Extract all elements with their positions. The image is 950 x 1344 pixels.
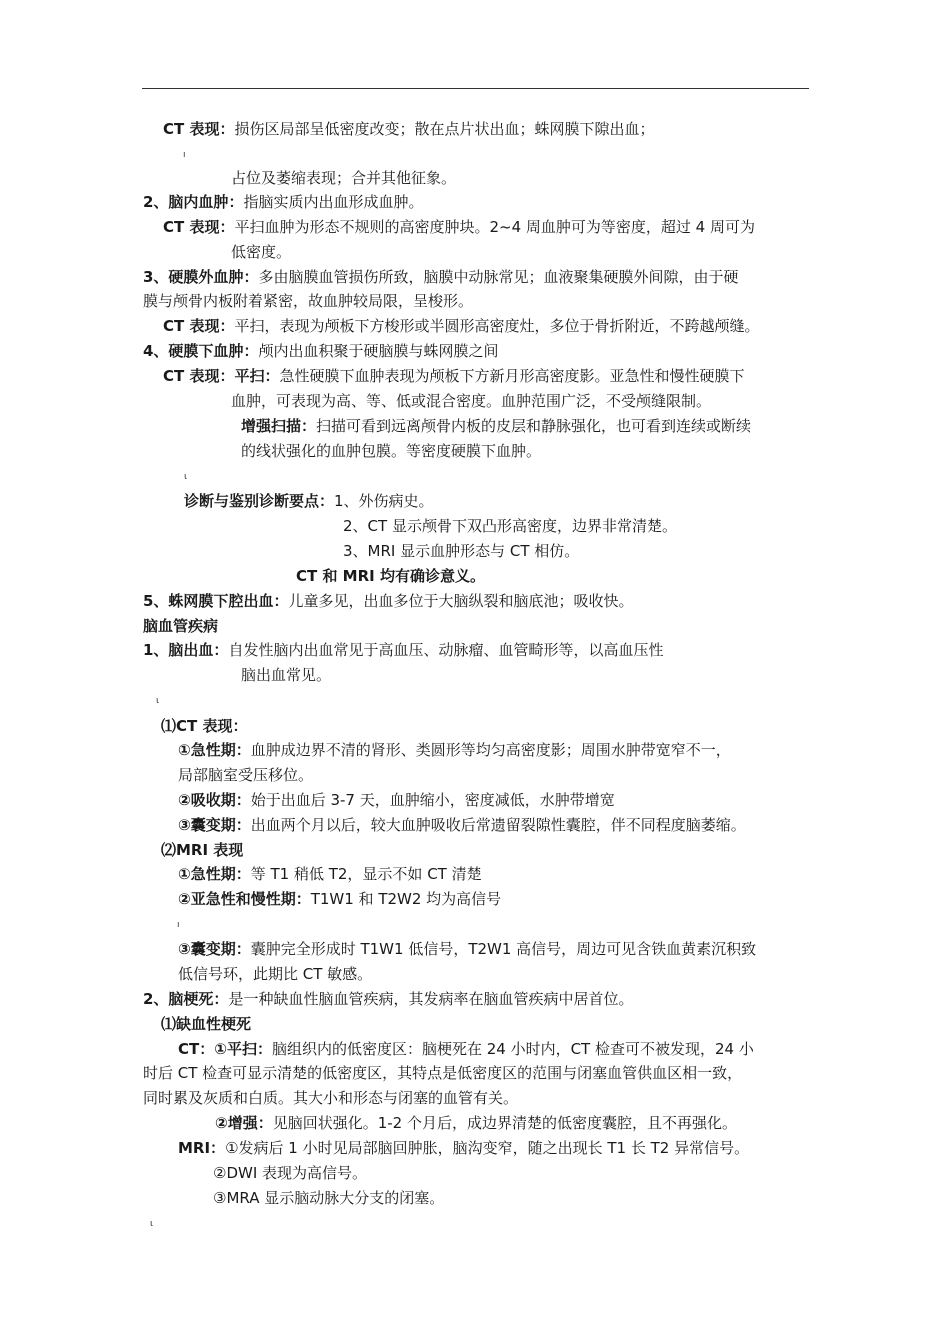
- line-text: T1W1 和 T2W2 均为高信号: [310, 890, 502, 908]
- line-label: CT 表现：: [163, 120, 235, 138]
- text-line: [178, 739, 731, 761]
- line-text: 平扫，表现为颅板下方梭形或半圆形高密度灶，多位于骨折附近，不跨越颅缝。: [234, 317, 760, 335]
- line-text: 血肿，可表现为高、等、低或混合密度。血肿范围广泛，不受颅缝限制。: [231, 392, 712, 410]
- text-line: [213, 1162, 367, 1184]
- line-text: 指脑实质内出血形成血肿。: [243, 193, 424, 211]
- line-text: 局部脑室受压移位。: [178, 766, 314, 784]
- line-text: 低密度。: [231, 243, 292, 261]
- text-line: [163, 365, 744, 387]
- line-label: 诊断与鉴别诊断要点：: [184, 492, 335, 510]
- line-text: 是一种缺血性脑血管疾病，其发病率在脑血管疾病中居首位。: [228, 990, 634, 1008]
- line-text: 急性硬膜下血肿表现为颅板下方新月形高密度影。亚急性和慢性硬膜下: [279, 367, 745, 385]
- text-line: [178, 814, 746, 836]
- stray-mark: ı: [183, 150, 186, 160]
- line-label: CT 表现：平扫：: [163, 367, 280, 385]
- text-line: [178, 888, 501, 910]
- text-line: [178, 1038, 754, 1060]
- stray-mark: ɩ: [150, 1219, 154, 1229]
- line-text: 自发性脑内出血常见于高血压、动脉瘤、血管畸形等，以高血压性: [228, 641, 664, 659]
- line-text: 血肿成边界不清的肾形、类圆形等均匀高密度影；周围水肿带宽窄不一，: [250, 741, 731, 759]
- line-text: 1、外伤病史。: [334, 492, 434, 510]
- text-line: [241, 440, 541, 462]
- line-text: 囊肿完全形成时 T1W1 低信号，T2W1 高信号，周边可见含铁血黄素沉积致: [250, 940, 757, 958]
- text-line: [143, 639, 663, 661]
- text-line: [143, 988, 633, 1010]
- line-label: ⑵MRI 表现: [161, 841, 244, 859]
- line-text: 同时累及灰质和白质。其大小和形态与闭塞的血管有关。: [143, 1089, 519, 1107]
- line-text: 始于出血后 3-7 天，血肿缩小，密度减低，水肿带增宽: [250, 791, 615, 809]
- text-line: [213, 1187, 444, 1209]
- line-text: ②DWI 表现为高信号。: [213, 1164, 368, 1182]
- stray-mark: ɩ: [184, 472, 188, 482]
- line-label: ②增强：: [215, 1114, 273, 1132]
- line-text: 脑组织内的低密度区：脑梗死在 24 小时内，CT 检查可不被发现，24 小: [271, 1040, 754, 1058]
- line-text: 等 T1 稍低 T2，显示不如 CT 清楚: [250, 865, 482, 883]
- line-label: CT 表现：: [163, 218, 235, 236]
- text-line: [178, 938, 756, 960]
- text-line: [163, 118, 654, 140]
- line-text: 2、CT 显示颅骨下双凸形高密度，边界非常清楚。: [343, 517, 677, 535]
- line-label: ⑴缺血性梗死: [161, 1015, 252, 1033]
- text-line: [161, 839, 243, 861]
- line-label: ⑴CT 表现：: [161, 717, 248, 735]
- text-line: [178, 963, 372, 985]
- line-text: 脑出血常见。: [241, 666, 332, 684]
- text-line: [143, 1062, 742, 1084]
- text-line: [143, 290, 473, 312]
- text-line: [163, 315, 759, 337]
- line-label: MRI：: [178, 1139, 226, 1157]
- text-line: [343, 515, 677, 537]
- stray-mark: ı: [177, 920, 180, 930]
- line-text: 时后 CT 检查可显示清楚的低密度区，其特点是低密度区的范围与闭塞血管供血区相一致，: [143, 1064, 743, 1082]
- text-line: [241, 415, 751, 437]
- text-line: [143, 266, 738, 288]
- line-text: 出血两个月以后，较大血肿吸收后常遗留裂隙性囊腔，伴不同程度脑萎缩。: [250, 816, 746, 834]
- line-text: ①发病后 1 小时见局部脑回肿胀，脑沟变窄，随之出现长 T1 长 T2 异常信号。: [225, 1139, 750, 1157]
- line-label: ①急性期：: [178, 865, 251, 883]
- line-label: ②亚急性和慢性期：: [178, 890, 311, 908]
- line-text: 的线状强化的血肿包膜。等密度硬膜下血肿。: [241, 442, 542, 460]
- text-line: [241, 664, 331, 686]
- line-label: ③囊变期：: [178, 816, 251, 834]
- line-text: 平扫血肿为形态不规则的高密度肿块。2~4 周血肿可为等密度，超过 4 周可为: [234, 218, 755, 236]
- text-line: [143, 340, 498, 362]
- text-line: [143, 191, 423, 213]
- line-text: 膜与颅骨内板附着紧密，故血肿较局限，呈梭形。: [143, 292, 474, 310]
- line-label: ②吸收期：: [178, 791, 251, 809]
- line-text: 占位及萎缩表现；合并其他征象。: [231, 169, 457, 187]
- line-label: 2、脑梗死：: [143, 990, 229, 1008]
- text-line: [231, 390, 711, 412]
- line-label: 4、硬膜下血肿：: [143, 342, 259, 360]
- text-line: [178, 1137, 749, 1159]
- text-line: [231, 167, 456, 189]
- line-label: 脑血管疾病: [143, 617, 219, 635]
- stray-mark: ɩ: [156, 696, 160, 706]
- line-text: 损伤区局部呈低密度改变；散在点片状出血；蛛网膜下隙出血；: [234, 120, 655, 138]
- header-rule: [142, 88, 809, 89]
- text-line: [143, 1087, 518, 1109]
- text-line: [163, 216, 755, 238]
- line-text: 低信号环，此期比 CT 敏感。: [178, 965, 373, 983]
- line-label: ①急性期：: [178, 741, 251, 759]
- line-label: 2、脑内血肿：: [143, 193, 244, 211]
- line-text: 见脑回状强化。1-2 个月后，成边界清楚的低密度囊腔，且不再强化。: [272, 1114, 737, 1132]
- text-line: [143, 590, 633, 612]
- text-line: [184, 490, 434, 512]
- line-text: 颅内出血积聚于硬脑膜与蛛网膜之间: [258, 342, 499, 360]
- line-label: CT 和 MRI 均有确诊意义。: [296, 567, 485, 585]
- text-line: [178, 764, 313, 786]
- line-text: ③MRA 显示脑动脉大分支的闭塞。: [213, 1189, 445, 1207]
- line-label: 增强扫描：: [241, 417, 317, 435]
- line-label: 5、蛛网膜下腔出血：: [143, 592, 289, 610]
- text-line: [161, 1013, 251, 1035]
- text-line: [215, 1112, 737, 1134]
- text-line: [343, 540, 579, 562]
- line-text: 扫描可看到远离颅骨内板的皮层和静脉强化，也可看到连续或断续: [316, 417, 752, 435]
- text-line: [178, 863, 482, 885]
- line-text: 多由脑膜血管损伤所致，脑膜中动脉常见；血液聚集硬膜外间隙，由于硬: [258, 268, 739, 286]
- text-line: [296, 565, 485, 587]
- line-label: 3、硬膜外血肿：: [143, 268, 259, 286]
- text-line: [231, 241, 291, 263]
- line-label: ③囊变期：: [178, 940, 251, 958]
- text-line: [178, 789, 615, 811]
- text-line: [143, 615, 218, 637]
- line-label: CT 表现：: [163, 317, 235, 335]
- line-label: 1、脑出血：: [143, 641, 229, 659]
- line-text: 3、MRI 显示血肿形态与 CT 相仿。: [343, 542, 580, 560]
- line-text: 儿童多见，出血多位于大脑纵裂和脑底池；吸收快。: [288, 592, 634, 610]
- text-line: [161, 715, 247, 737]
- line-label: CT：①平扫：: [178, 1040, 272, 1058]
